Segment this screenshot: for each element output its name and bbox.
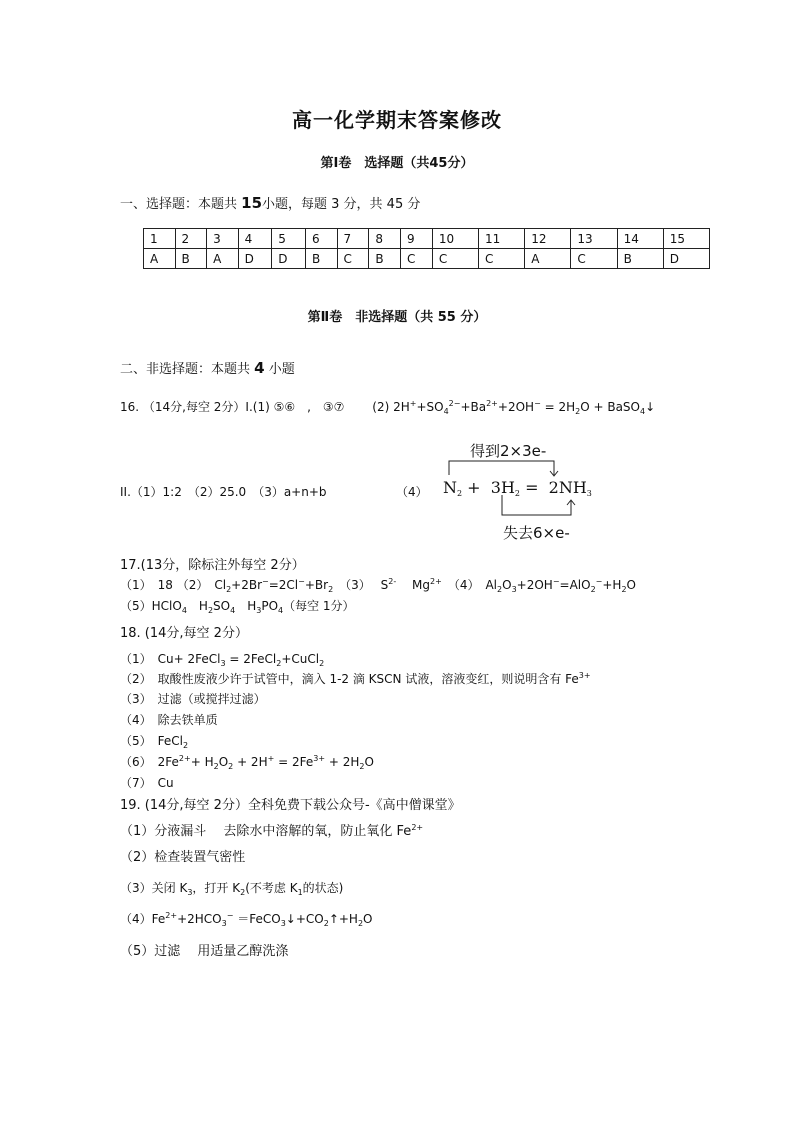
part1-instructions: 一、选择题：本题共 15小题，每题 3 分，共 45 分: [120, 194, 421, 212]
q18-item-4: （4） 除去铁单质: [120, 713, 218, 727]
question-number-cell: 11: [479, 229, 525, 249]
answer-cell: D: [663, 249, 709, 269]
q17-line1: （1） 18 （2） $Cl_2+2Br^-=2Cl^-+Br_2$ （3） $S^{2-}$ $Mg^{2+}$ （4） $Al_2O_3+2OH^-=AlO_2^-+H_2O$: [120, 577, 636, 594]
q18-item-1: （1） Cu+ 2FeCl$_3$ = 2FeCl$_2$+CuCl$_2$: [120, 652, 325, 668]
q17-line2: （5）HClO$_4$ $H_2SO_4$ $H_3PO_4$（每空 1分）: [120, 599, 355, 615]
question-number-cell: 15: [663, 229, 709, 249]
electron-gain-label: 得到2×3e-: [470, 442, 547, 460]
electron-lose-label: 失去6×e-: [503, 524, 570, 542]
q16-line1: 16. （14分,每空 2分）I.(1) ⑤⑥ , ③⑦ (2) $2H^++SO_4^{2-}+Ba^{2+}+2OH^- = 2H_2O$ + BaSO$_4$↓: [120, 399, 656, 416]
q18-item-2: （2） 取酸性废液少许于试管中，滴入 1-2 滴 KSCN 试液，溶液变红，则说明含有 $Fe^{3+}$: [120, 671, 591, 686]
question-number-cell: 10: [432, 229, 478, 249]
answer-cell: A: [525, 249, 571, 269]
question-number-cell: 13: [571, 229, 617, 249]
question-number-cell: 12: [525, 229, 571, 249]
q19-item-3: （3）关闭 $K_3$，打开 $K_2$(不考虑 $K_1$的状态): [120, 881, 344, 897]
question-number-cell: 3: [207, 229, 239, 249]
answer-cell: A: [207, 249, 239, 269]
answer-cell: B: [305, 249, 337, 269]
question-number-cell: 4: [238, 229, 272, 249]
part1-heading: 第Ⅰ卷 选择题（共45分）: [320, 156, 474, 171]
answer-cell: C: [571, 249, 617, 269]
answer-cell: B: [175, 249, 207, 269]
q19-item-5: （5）过滤 用适量乙醇洗涤: [120, 944, 289, 959]
question-number-cell: 2: [175, 229, 207, 249]
question-number-cell: 1: [144, 229, 176, 249]
q18-item-7: （7） Cu: [120, 776, 174, 790]
page-title: 高一化学期末答案修改: [292, 108, 502, 132]
answer-cell: C: [337, 249, 369, 269]
q18-heading: 18. (14分,每空 2分）: [120, 626, 248, 641]
nitrogen-equation: $N_2 + 3H_2 = 2NH_3$: [443, 478, 592, 498]
q19-heading: 19. (14分,每空 2分）全科免费下载公众号-《高中僧课堂》: [120, 798, 461, 813]
part2-instructions: 二、非选择题：本题共 4 小题: [120, 359, 295, 377]
q16-part4-label: （4）: [396, 485, 428, 499]
answer-table: [143, 228, 710, 269]
answer-cell: A: [144, 249, 176, 269]
q19-item-4: $(4)Fe^{2+}+2HCO_3^-$ $=FeCO_3↓+CO_2↑+H_2O$: [120, 911, 373, 928]
q18-item-5: （5） FeCl$_2$: [120, 734, 189, 750]
question-number-cell: 9: [400, 229, 432, 249]
answer-cell: D: [238, 249, 272, 269]
question-number-cell: 5: [272, 229, 306, 249]
answer-cell: B: [617, 249, 663, 269]
answer-cell: B: [369, 249, 401, 269]
q16-line2: II.（1）1:2 （2）25.0 （3）a+n+b: [120, 485, 327, 499]
question-number-cell: 8: [369, 229, 401, 249]
q19-item-2: （2）检查装置气密性: [120, 850, 246, 865]
q19-item-1: （1）分液漏斗 去除水中溶解的氧，防止氧化 $Fe^{2+}$: [120, 823, 424, 839]
answer-letter-row: [144, 249, 710, 269]
question-number-row: [144, 229, 710, 249]
answer-cell: C: [432, 249, 478, 269]
answer-cell: C: [400, 249, 432, 269]
question-number-cell: 7: [337, 229, 369, 249]
q18-item-3: （3） 过滤（或搅拌过滤）: [120, 692, 266, 706]
question-number-cell: 14: [617, 229, 663, 249]
part2-heading: 第Ⅱ卷 非选择题（共 55 分）: [307, 310, 487, 325]
answer-cell: D: [272, 249, 306, 269]
question-number-cell: 6: [305, 229, 337, 249]
q17-heading: 17.(13分，除标注外每空 2分）: [120, 558, 305, 573]
q18-item-6: （6） $2Fe^{2+}+ H_2O_2 + 2H^+ = 2Fe^{3+} + 2H_2O$: [120, 754, 374, 771]
answer-cell: C: [479, 249, 525, 269]
